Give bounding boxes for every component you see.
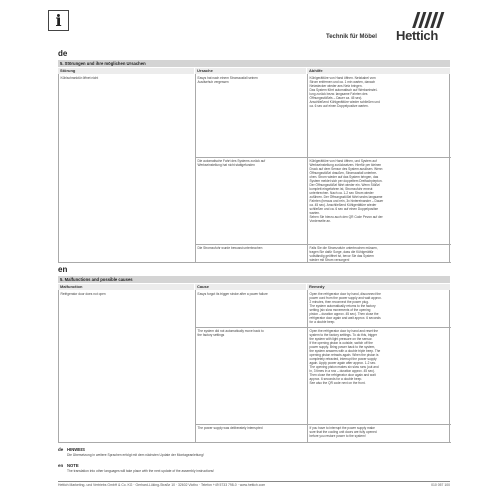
cause-cell-de-3: Die Stromzufuhr wurde bewusst unterbrochen	[197, 245, 263, 250]
column-header-fault-de: Störung	[58, 68, 194, 74]
remedy-cell-en-2: Open the refrigerator door by hand and reset the system to the factory settings. To do this, trigger the system with light pressure on the sensor. If the opening piston is outside, switch off the power supply. Bring power back to the system, the system answers with a double triple beep. The opening piston retracts again. When the piston is completely retracted, interrupt the power supply again. Apply power again after approx. 1-2 sec. The opening piston makes six slow runs (out and in, 3 times in a row – duration approx. 45 sec). Then close the refrigerator door again and wait approx. 6 seconds for a double beep. See also the QR code next on the front.	[309, 328, 381, 386]
language-tag-en: en	[58, 265, 68, 274]
remedy-cell-en-1: Open the refrigerator door by hand, disconnect the power cord from the power supply and wait approx. 2 minutes, then reconnect the power plug. The system automatically returns to the factory setting (six slow movements of the opening piston – duration approx. 45 sec). Then close the refrigerator door again and wait approx. 6 seconds for a double beep.	[309, 291, 382, 324]
table-en	[58, 290, 450, 442]
cause-cell-de-2: Die automatische Fahrt des Systems zurück auf Werkseinstellung hat nicht stattgefunden	[197, 158, 266, 167]
remedy-cell-en-3: If you have to interrupt the power supply make sure that the cooling unit doors are fully opened before you restore power to the system!	[309, 425, 377, 438]
footer-divider	[58, 481, 450, 482]
cause-cell-en-2: The system did not automatically move back to the factory settings	[197, 328, 264, 337]
fault-cell-en: Refrigerator door does not open	[60, 291, 106, 296]
column-header-cause-en: Cause	[195, 284, 306, 290]
note-text-en: The translation into other languages will take place with the next update of the assembly instructions!	[67, 469, 214, 473]
info-icon: i	[48, 10, 69, 31]
brand-subtitle: Technik für Möbel	[326, 34, 377, 40]
footer-company-info: Hettich Marketing- und Vertriebs GmbH & Co. KG · Gerhard-Lüking-Straße 10 · 32602 Vlotho · Telefon +49 5733 798-0 · www.hettich.com	[58, 483, 266, 487]
cause-cell-en-1: Easys forgot its trigger stroke after a power failure	[197, 291, 268, 296]
cause-cell-de-1: Easys hat nach einem Stromausfall seinen Ausilsehub vergessen	[197, 75, 258, 84]
language-tag-note-en: en	[58, 463, 64, 468]
cause-cell-en-3: The power supply was deliberately interrupted	[197, 425, 263, 430]
fault-cell-de: Kühlschranktür öffnet nicht	[60, 75, 99, 80]
section-title-en: 5. Malfunctions and possible causes	[58, 276, 450, 283]
brand-name: Hettich	[396, 28, 438, 43]
table-de	[58, 74, 450, 262]
language-tag-note-de: de	[58, 447, 64, 452]
remedy-cell-de-3: Falls Sie die Stromzufuhr unterbrochen müssen, tragen Sie dafür Sorge, dass die Kühlgerättür vollständig geöffnet ist, bevor Sie das System wieder mit Strom versorgen!	[309, 245, 378, 262]
language-tag-de: de	[58, 49, 68, 58]
note-title-en: NOTE	[67, 463, 79, 468]
remedy-cell-de-2: Kühlgerättüre von Hand öffnen, und System auf Werkseinstellung zurücksetzen. Hierfür per kleinen Druck auf dem Sensor des System auslösen. Wenn Öffnungsstößel draußen, Stromausfall unterbre- chen. Strom wieder auf das System bringen, das System meldet sich per doppeltem Dreifachpiepton. Der Öffnungsstößel fährt wieder ein. Wenn Stößel komplett eingefahren ist, Stromzufuhr erneut unterbrechen. Nach ca. 1-2 sec Strom wieder zuführen. Der Öffnungsstößel fährt sechs langsame Fahrten (heraus und rein, 3x hintereinander – Dauer ca. 45 sec). Anschließend Kühlgerättüre wieder schließen und ca. 6 sec auf einen Doppelpositze warten. Sehen Sie hierzu auch den QR Code Pevon auf der Vorderseite an.	[309, 158, 384, 224]
column-header-remedy-en: Remedy	[307, 284, 450, 290]
note-text-de: Die Übersetzung in weitere Sprachen erfolgt mit dem nächsten Update der Montageanleitung!	[67, 453, 204, 457]
column-header-cause-de: Ursache	[195, 68, 306, 74]
note-title-de: HINWEIS	[67, 447, 85, 452]
column-header-remedy-de: Abhilfe	[307, 68, 450, 74]
remedy-cell-de-1: Kühlgerättüre von Hand öffnen. Netzkabel vom Strom entfernen und ca. 1 min warten, danach Netzstecker wieder ans Netz bringen. Das System führt automatisch auf Werkseinstel- lung zurück bezw. langsame Fahrten des Öffnungsstößels – Dauer ca. 45 sec). Anschließend Kühlgerättüre wieder schließen und ca. 6 sec auf einen Doppelpositze warten.	[309, 75, 380, 108]
footer-document-code: 010 057 100	[431, 483, 450, 487]
column-header-fault-en: Malfunction	[58, 284, 194, 290]
section-title-de: 5. Störungen und ihre möglichen Ursachen	[58, 60, 450, 67]
